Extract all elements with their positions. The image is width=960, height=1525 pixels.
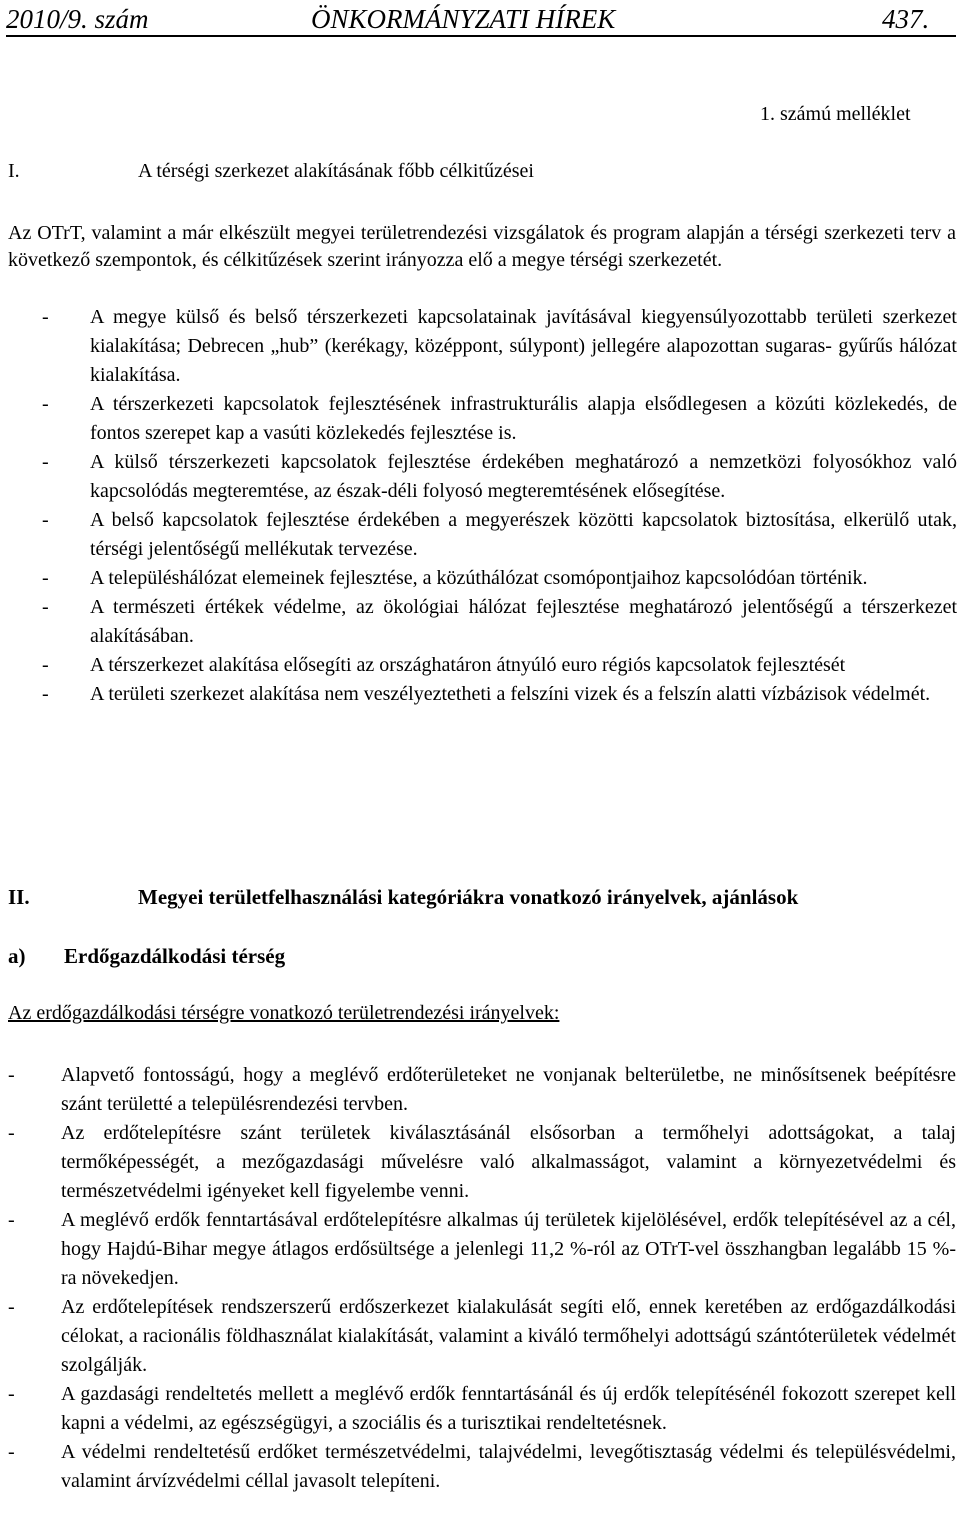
list-marker: - bbox=[8, 1383, 15, 1405]
list-marker: - bbox=[42, 306, 49, 328]
list-marker: - bbox=[8, 1209, 15, 1231]
list-item bbox=[42, 303, 957, 390]
list-item-text: A külső térszerkezeti kapcsolatok fejlesztése érdekében meghatározó a nemzetközi folyosókhoz való kapcsolódás megteremtése, az észak-déli folyosó megteremtésének elősegítése. bbox=[90, 451, 957, 502]
list-item bbox=[42, 680, 957, 709]
list-item bbox=[8, 1119, 956, 1206]
list-marker: - bbox=[8, 1122, 15, 1144]
section-1-list bbox=[42, 303, 957, 709]
list-marker: - bbox=[42, 654, 49, 676]
list-item-text: A térszerkezet alakítása elősegíti az országhatáron átnyúló euro régiós kapcsolatok fejlesztését bbox=[90, 654, 846, 676]
annex-label: 1. számú melléklet bbox=[760, 103, 911, 125]
list-item-text: A területi szerkezet alakítása nem veszélyeztetheti a felszíni vizek és a felszín alatti vízbázisok védelmét. bbox=[90, 683, 931, 705]
list-item-text: A gazdasági rendeltetés mellett a meglévő erdők fenntartásánál és új erdők telepítésénél fokozott szerepet kell kapni a védelmi, az egészségügyi, a szociális és a turisztikai rendeltetésnek. bbox=[61, 1383, 956, 1434]
list-item bbox=[42, 448, 957, 506]
list-item-text: Az erdőtelepítésre szánt területek kiválasztásánál elsősorban a termőhelyi adottságokat, a talaj termőképességét, a mezőgazdasági művelésre való alkalmasságot, valamint a környezetvédelmi és természetvédelmi igényeket kell figyelembe venni. bbox=[61, 1122, 956, 1202]
page-number: 437. bbox=[882, 4, 930, 34]
list-item-text: A természeti értékek védelme, az ökológiai hálózat fejlesztése meghatározó jelentőségű a térszerkezet alakításában. bbox=[90, 596, 957, 647]
list-item bbox=[42, 564, 957, 593]
list-marker: - bbox=[42, 451, 49, 473]
list-item-text: Az erdőtelepítések rendszerszerű erdőszerkezet kialakulását segíti elő, ennek keretében az erdőgazdálkodási célokat, a racionális földhasználat kialakítását, valamint a kiváló termőhelyi adottságú szántóterületek védelmét szolgálják. bbox=[61, 1296, 956, 1376]
list-item-text: A térszerkezeti kapcsolatok fejlesztésének infrastrukturális alapja elsődlegesen a közúti közlekedés, de fontos szerepet kap a vasúti közlekedés fejlesztése is. bbox=[90, 393, 957, 444]
list-item bbox=[8, 1293, 956, 1380]
section-1-intro: Az OTrT, valamint a már elkészült megyei területrendezési vizsgálatok és program alapján a térségi szerkezeti terv a következő szempontok, és célkitűzések szerint irányozza elő a megye térségi szerkezetét. bbox=[8, 222, 956, 272]
list-marker: - bbox=[8, 1441, 15, 1463]
list-item bbox=[42, 506, 957, 564]
subsection-a-title: Erdőgazdálkodási térség bbox=[64, 944, 286, 968]
list-item bbox=[8, 1438, 956, 1496]
publication-title: ÖNKORMÁNYZATI HÍREK bbox=[311, 4, 616, 34]
list-marker: - bbox=[8, 1064, 15, 1086]
guidelines-list bbox=[8, 1061, 956, 1496]
list-item bbox=[8, 1206, 956, 1293]
section-1-number: I. bbox=[8, 160, 20, 182]
list-marker: - bbox=[8, 1296, 15, 1318]
issue-number: 2010/9. szám bbox=[6, 4, 149, 34]
list-item-text: A védelmi rendeltetésű erdőket természetvédelmi, talajvédelmi, levegőtisztaság védelmi és településvédelmi, valamint árvízvédelmi céllal javasolt telepíteni. bbox=[61, 1441, 956, 1492]
section-2-number: II. bbox=[8, 885, 30, 909]
list-item bbox=[42, 390, 957, 448]
list-marker: - bbox=[42, 567, 49, 589]
list-marker: - bbox=[42, 596, 49, 618]
list-item-text: A településhálózat elemeinek fejlesztése, a közúthálózat csomópontjaihoz kapcsolódóan történik. bbox=[90, 567, 868, 589]
list-marker: - bbox=[42, 509, 49, 531]
list-item bbox=[8, 1061, 956, 1119]
list-item-text: Alapvető fontosságú, hogy a meglévő erdőterületeket ne vonjanak belterületbe, ne minősítsenek beépítésre szánt területté a településrendezési tervben. bbox=[61, 1064, 956, 1115]
section-1-title: A térségi szerkezet alakításának főbb célkitűzései bbox=[138, 160, 534, 182]
list-item bbox=[42, 651, 957, 680]
list-item bbox=[42, 593, 957, 651]
list-marker: - bbox=[42, 393, 49, 415]
list-marker: - bbox=[42, 683, 49, 705]
list-item bbox=[8, 1380, 956, 1438]
section-2-title: Megyei területfelhasználási kategóriákra vonatkozó irányelvek, ajánlások bbox=[138, 885, 799, 909]
subsection-a-number: a) bbox=[8, 944, 26, 968]
list-item-text: A belső kapcsolatok fejlesztése érdekében a megyerészek közötti kapcsolatok biztosítása, elkerülő utak, térségi jelentőségű mellékutak tervezése. bbox=[90, 509, 957, 560]
list-item-text: A megye külső és belső térszerkezeti kapcsolatainak javításával kiegyensúlyozottabb területi szerkezet kialakítása; Debrecen „hub” (kerékagy, középpont, súlypont) jellegére alapozottan sugaras- gyűrűs hálózat kialakítása. bbox=[90, 306, 957, 386]
page-header bbox=[6, 3, 956, 37]
list-item-text: A meglévő erdők fenntartásával erdőtelepítésre alkalmas új területek kijelölésével, erdők telepítésével az a cél, hogy Hajdú-Bihar megye átlagos erdősültsége a jelenlegi 11,2 %-ról az OTrT-vel összhangban legalább 15 %-ra növekedjen. bbox=[61, 1209, 956, 1289]
guidelines-heading: Az erdőgazdálkodási térségre vonatkozó területrendezési irányelvek: bbox=[8, 1002, 560, 1024]
